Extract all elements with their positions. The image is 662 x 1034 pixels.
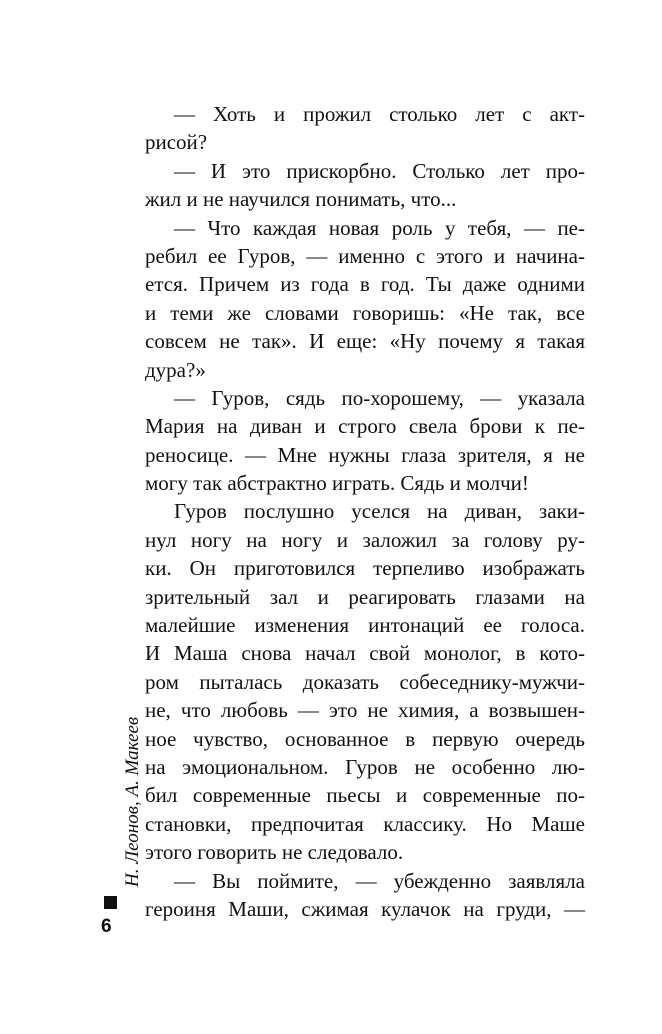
text-line: реносице. — Мне нужны глаза зрителя, я не bbox=[145, 442, 585, 467]
text-line: становки, предпочитая классику. Но Маше bbox=[145, 811, 585, 836]
page-number: 6 bbox=[101, 916, 112, 937]
text-line: не, что любовь — это не химия, а возвышен- bbox=[145, 698, 585, 723]
square-marker-icon bbox=[104, 896, 117, 909]
text-line: И Маша снова начал свой монолог, в кото- bbox=[145, 641, 585, 666]
text-line: нул ногу на ногу и заложил за голову ру- bbox=[145, 527, 585, 552]
text-line: — Вы поймите, — убежденно заявляла bbox=[174, 868, 585, 893]
text-line: дура?» bbox=[145, 357, 206, 382]
text-line: ное чувство, основанное в первую очередь bbox=[145, 726, 585, 751]
text-line: ки. Он приготовился терпеливо изображать bbox=[145, 556, 585, 581]
text-line: Мария на диван и строго свела брови к пе- bbox=[145, 414, 585, 439]
text-line: рисой? bbox=[145, 130, 208, 155]
text-line: ром пыталась доказать собеседнику-мужчи- bbox=[145, 669, 585, 694]
text-line: ется. Причем из года в год. Ты даже одними bbox=[145, 272, 585, 297]
text-line: — Хоть и прожил столько лет с акт- bbox=[174, 102, 585, 126]
text-line: ребил ее Гуров, — именно с этого и начина- bbox=[145, 243, 585, 268]
text-line: Гуров послушно уселся на диван, заки- bbox=[174, 499, 585, 524]
text-line: — И это прискорбно. Столько лет про- bbox=[174, 158, 585, 183]
text-line: могу так абстрактно играть. Сядь и молчи! bbox=[145, 471, 529, 496]
text-line: и теми же словами говоришь: «Не так, все bbox=[145, 300, 585, 325]
text-line: этого говорить не следовало. bbox=[145, 840, 404, 865]
text-line: совсем не так». И еще: «Ну почему я такая bbox=[145, 329, 585, 354]
text-line: бил современные пьесы и современные по- bbox=[145, 783, 585, 808]
text-line: малейшие изменения интонаций ее голоса. bbox=[145, 613, 585, 638]
text-line: зрительный зал и реагировать глазами на bbox=[145, 584, 585, 609]
text-line: — Что каждая новая роль у тебя, — пе- bbox=[174, 215, 585, 240]
text-line: — Гуров, сядь по-хорошему, — указала bbox=[174, 385, 585, 410]
text-line: жил и не научился понимать, что... bbox=[145, 187, 457, 212]
running-head: Н. Леонов, А. Макеев bbox=[122, 716, 143, 887]
body-text bbox=[145, 100, 585, 923]
text-line: героиня Маши, сжимая кулачок на груди, — bbox=[145, 896, 585, 921]
text-line: на эмоциональном. Гуров не особенно лю- bbox=[145, 754, 585, 779]
